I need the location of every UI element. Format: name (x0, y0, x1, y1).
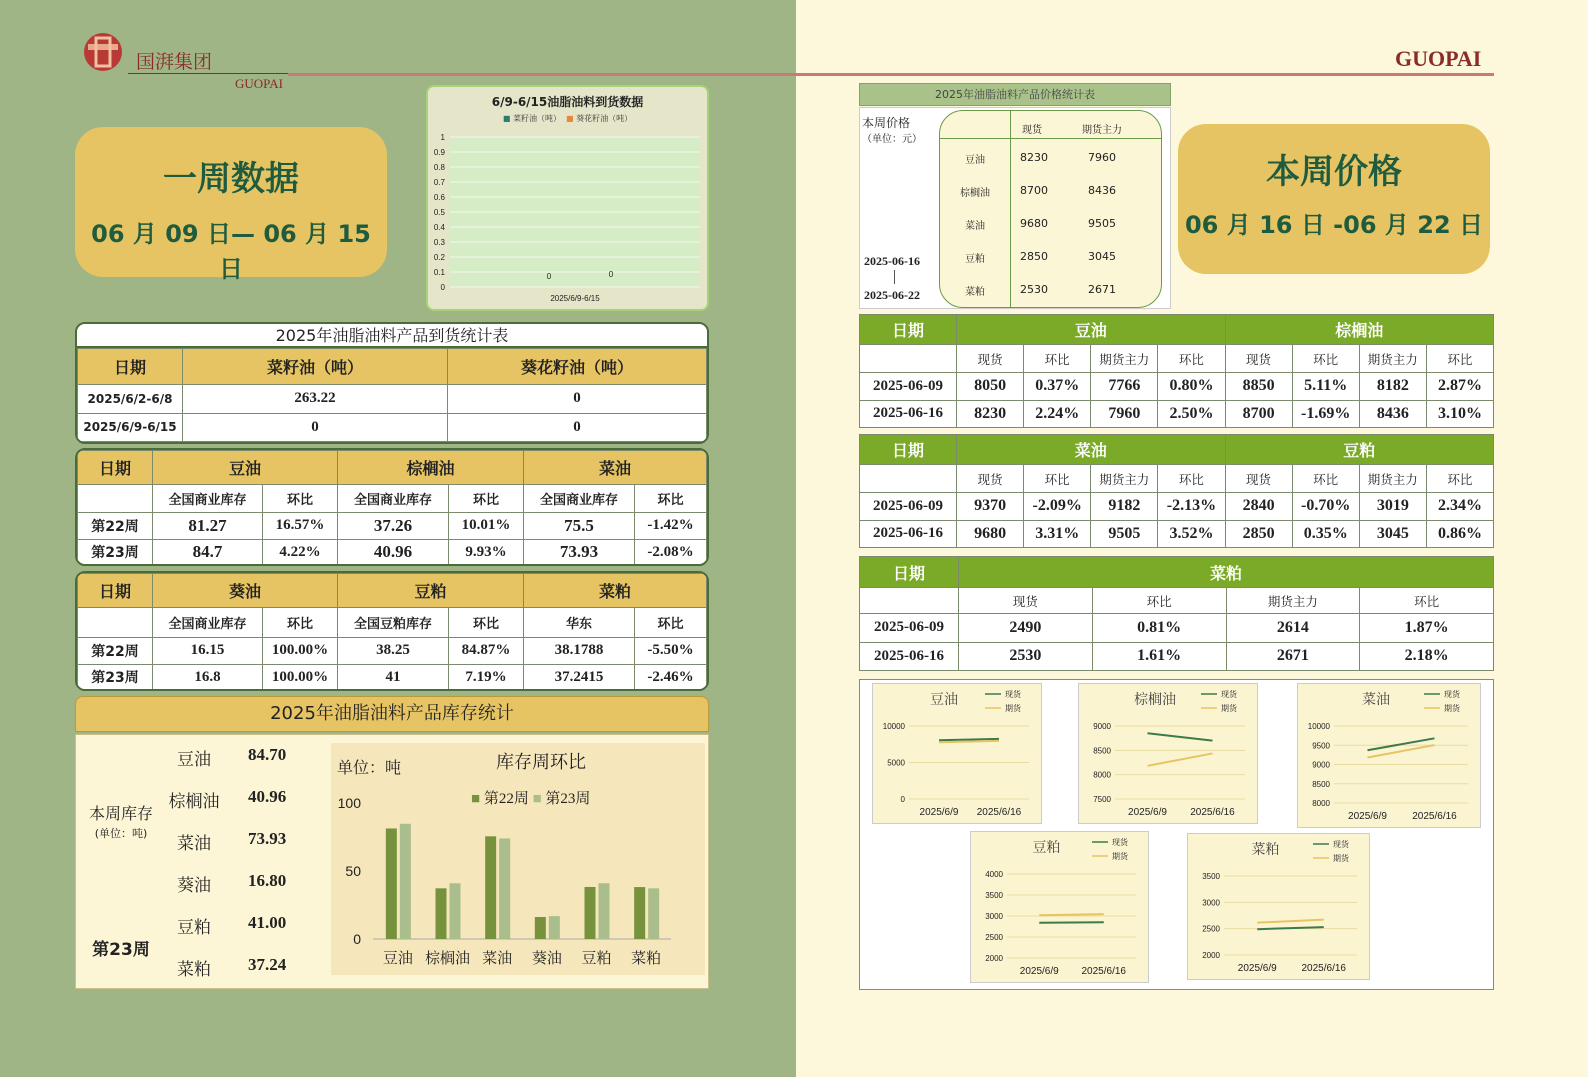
ps-head-fut: 期货主力 (1082, 125, 1122, 136)
inventory-item-name: 菜粕 (177, 960, 211, 979)
bar (634, 887, 645, 939)
th-sunflower: 葵花籽油（吨） (448, 349, 707, 385)
price-card-title: 本周价格 (1266, 152, 1402, 192)
y-tick-label: 9000 (1312, 760, 1330, 770)
table-row: 2025-06-16 9680 3.31% 9505 3.52% 2850 0.35% 3045 0.86% (860, 520, 1494, 548)
line-chart-palmoil (1078, 683, 1258, 824)
inventory-item-name: 葵油 (177, 876, 211, 895)
inventory-item-value: 73.93 (248, 829, 287, 848)
table-row: 第22周 81.27 16.57% 37.26 10.01% 75.5 -1.42% (78, 513, 707, 540)
inv-chart-title: 库存周环比 (496, 752, 586, 772)
inventory-item (164, 829, 314, 859)
week-card-range: 06 月 09 日— 06 月 15 日 (91, 220, 371, 283)
series-line (1148, 733, 1213, 740)
stock-table-2: 日期 葵油 豆粕 菜粕 全国商业库存 环比 全国豆粕库存 环比 华东 环比 第22周 16.15 100.00% 38.25 84.87% 38.1788 -5.50% 第23周 16.8 100.00% 41 7.19% 37.2415 -2.46% (75, 571, 709, 691)
price-card-range: 06 月 16 日 -06 月 22 日 (1184, 211, 1484, 239)
legend-label: 现货 (1333, 840, 1349, 849)
price-stat-grid (939, 110, 1162, 308)
y-tick-label: 2500 (1202, 924, 1220, 934)
brand-logo (82, 32, 124, 72)
price-table-2: 日期 菜油 豆粕 现货 环比 期货主力 环比 现货 环比 期货主力 环比 2025-06-09 9370 -2.09% 9182 -2.13% 2840 -0.70% 3019 2.34% 2025-06-16 9680 3.31% 9505 3.52% 2850 0.35% 3045 0.86% (859, 434, 1494, 548)
line-chart-soyoil (872, 683, 1042, 824)
series-line (1257, 920, 1324, 923)
inventory-item (164, 871, 314, 901)
y-tick-label: 0.8 (433, 163, 445, 172)
stock-table-1: 日期 豆油 棕榈油 菜油 全国商业库存 环比 全国商业库存 环比 全国商业库存 环比 第22周 81.27 16.57% 37.26 10.01% 75.5 -1.42% 第23周 84.7 4.22% 40.96 9.93% 73.93 -2.08% (75, 448, 709, 566)
inv-chart-unit: 单位：吨 (337, 760, 402, 777)
inventory-item (164, 745, 314, 775)
y-tick-label: 100 (337, 795, 361, 811)
y-tick-label: 10000 (1307, 722, 1330, 731)
brand-en-small: GUOPAI (235, 76, 283, 91)
legend-label: 现货 (1005, 690, 1021, 699)
bar (585, 887, 596, 939)
y-tick-label: 0 (353, 931, 361, 947)
x-tick-label: 2025/6/16 (1301, 963, 1346, 974)
brand-name: 国湃集团 (136, 52, 213, 73)
price-stat-box (859, 107, 1171, 309)
date-connector (894, 270, 895, 284)
y-tick-label: 7500 (1093, 795, 1111, 804)
table-row: 棕榈油 8700 8436 (960, 184, 1116, 199)
x-tick-label: 2025/6/9 (1019, 966, 1059, 977)
y-tick-label: 9000 (1093, 722, 1111, 731)
x-tick-label: 2025/6/9 (1237, 963, 1277, 974)
bar (648, 888, 659, 939)
bar (485, 836, 496, 939)
inventory-item (164, 787, 314, 817)
th-date: 日期 (78, 349, 183, 385)
inventory-item-value: 37.24 (248, 955, 287, 974)
series-line (939, 741, 999, 742)
x-tick-label: 棕榈油 (424, 950, 471, 967)
arrival-chart-plot (428, 129, 708, 309)
table-row: 2025-06-09 8050 0.37% 7766 0.80% 8850 5.11% 8182 2.87% (860, 373, 1494, 401)
inventory-item-value: 40.96 (248, 787, 287, 806)
week-card-title: 一周数据 (163, 159, 299, 199)
y-tick-label: 0 (440, 283, 445, 292)
arrival-chart (426, 85, 709, 311)
table-row: 豆粕 2850 3045 (965, 250, 1116, 265)
series-line (1368, 738, 1435, 750)
inventory-panel (75, 734, 709, 989)
arrival-table (75, 322, 709, 444)
x-tick-label: 菜油 (482, 950, 513, 967)
inventory-item-name: 豆粕 (177, 918, 211, 937)
arrival-table-title: 2025年油脂油料产品到货统计表 (77, 324, 707, 348)
brand-en-right: GUOPAI (1395, 46, 1482, 71)
bar (450, 883, 461, 939)
x-tick-label: 2025/6/9-6/15 (550, 294, 600, 303)
x-tick-label: 豆油 (382, 950, 413, 967)
x-tick-label: 2025/6/9 (1128, 807, 1167, 818)
inventory-item-value: 41.00 (248, 913, 287, 932)
y-tick-label: 0.4 (433, 223, 445, 232)
legend-rapeseed: 菜籽油（吨） (512, 114, 561, 123)
x-tick-label: 豆粕 (581, 950, 612, 967)
series-line (1368, 745, 1435, 757)
table-row: 菜粕 2530 2671 (965, 283, 1116, 298)
inventory-label: 本周库存 (88, 804, 153, 823)
week-card (75, 127, 387, 283)
inventory-item (164, 955, 314, 985)
data-label: 0 (608, 270, 614, 279)
y-tick-label: 5000 (887, 758, 905, 768)
table-row: 2025/6/2-6/8 263.22 0 (78, 385, 707, 414)
inv-chart-legend: ■ 第22周 ■ 第23周 (471, 791, 591, 807)
y-tick-label: 0 (900, 795, 905, 804)
table-row: 2025-06-09 2490 0.81% 2614 1.87% (860, 614, 1494, 643)
inventory-title: 2025年油脂油料产品库存统计 (75, 696, 709, 732)
ps-head-spot: 现货 (1022, 125, 1042, 136)
x-tick-label: 2025/6/9 (919, 807, 959, 818)
legend-label: 期货 (1221, 704, 1237, 713)
chart-title: 棕榈油 (1134, 691, 1176, 707)
table-row: 2025-06-16 2530 1.61% 2671 2.18% (860, 642, 1494, 671)
th-rapeseed: 菜籽油（吨） (183, 349, 448, 385)
legend-label: 现货 (1112, 838, 1128, 847)
y-tick-label: 8500 (1312, 779, 1330, 789)
brand-underline (128, 73, 288, 74)
price-stat-date-from: 2025-06-16 (864, 254, 920, 268)
table-row: 2025/6/9-6/15 0 0 (78, 413, 707, 442)
series-line (1148, 753, 1213, 765)
inventory-item-name: 豆油 (177, 750, 211, 769)
chart-title: 豆粕 (1032, 839, 1061, 855)
data-label: 0 (546, 272, 552, 281)
bar (386, 828, 397, 939)
y-tick-label: 0.3 (433, 238, 445, 247)
price-stat-title: 2025年油脂油料产品价格统计表 (859, 83, 1171, 106)
price-stat-date-to: 2025-06-22 (864, 288, 920, 302)
y-tick-label: 0.2 (433, 253, 445, 262)
line-chart-rapeoil (1297, 683, 1481, 828)
x-tick-label: 2025/6/16 (1081, 966, 1126, 977)
y-tick-label: 2000 (1202, 951, 1220, 960)
inventory-item-name: 菜油 (177, 834, 211, 853)
y-tick-label: 8500 (1093, 746, 1111, 756)
price-table-3: 日期 菜粕 现货 环比 期货主力 环比 2025-06-09 2490 0.81% 2614 1.87% 2025-06-16 2530 1.61% 2671 2.18% (859, 556, 1494, 671)
y-tick-label: 1 (440, 133, 445, 142)
price-table-1: 日期 豆油 棕榈油 现货 环比 期货主力 环比 现货 环比 期货主力 环比 2025-06-09 8050 0.37% 7766 0.80% 8850 5.11% 8182 2.87% 2025-06-16 8230 2.24% 7960 2.50% 8700 -1.69% 8436 3.10% (859, 314, 1494, 428)
inventory-chart (331, 743, 705, 975)
x-tick-label: 2025/6/16 (1412, 811, 1457, 822)
y-tick-label: 4000 (985, 870, 1003, 879)
x-tick-label: 2025/6/16 (1190, 807, 1235, 818)
inv-chart-plot (331, 743, 705, 975)
inventory-item (164, 913, 314, 943)
legend-label: 期货 (1112, 852, 1128, 861)
y-tick-label: 2500 (985, 933, 1003, 942)
price-stat-unit: （单位：元） (862, 134, 922, 145)
table-row: 第23周 84.7 4.22% 40.96 9.93% 73.93 -2.08% (78, 539, 707, 566)
inventory-item-name: 棕榈油 (168, 792, 220, 811)
chart-title: 菜粕 (1251, 841, 1280, 857)
y-tick-label: 0.5 (433, 208, 445, 217)
y-tick-label: 50 (345, 863, 361, 879)
y-tick-label: 3000 (1202, 898, 1220, 908)
y-tick-label: 0.9 (433, 148, 445, 157)
table-row: 豆油 8230 7960 (965, 151, 1116, 166)
y-tick-label: 8000 (1312, 799, 1330, 808)
y-tick-label: 0.1 (433, 268, 445, 277)
inventory-item-value: 16.80 (248, 871, 287, 890)
chart-title: 菜油 (1362, 691, 1390, 707)
arrival-chart-legend: ■ 菜籽油（吨） ■ 葵花籽油（吨） (502, 114, 633, 123)
line-chart-soymeal (970, 831, 1149, 983)
line-chart-rapemeal (1187, 833, 1370, 980)
arrival-chart-title: 6/9-6/15油脂油料到货数据 (491, 95, 644, 109)
table-row: 第23周 16.8 100.00% 41 7.19% 37.2415 -2.46% (78, 664, 707, 691)
legend-label: 现货 (1444, 690, 1460, 699)
inventory-week: 第23周 (92, 940, 150, 960)
bar (436, 888, 447, 939)
table-row: 第22周 16.15 100.00% 38.25 84.87% 38.1788 -5.50% (78, 638, 707, 665)
inventory-item-value: 84.70 (248, 745, 287, 764)
table-row: 菜油 9680 9505 (965, 217, 1116, 232)
y-tick-label: 3000 (985, 912, 1003, 921)
bar (549, 916, 560, 939)
y-tick-label: 8000 (1093, 770, 1111, 780)
bar (599, 883, 610, 939)
price-card (1178, 124, 1490, 274)
chart-title: 豆油 (930, 691, 958, 707)
y-tick-label: 3500 (985, 891, 1003, 900)
table-row: 2025-06-09 9370 -2.09% 9182 -2.13% 2840 -0.70% 3019 2.34% (860, 493, 1494, 521)
series-line (939, 739, 999, 740)
y-tick-label: 3500 (1202, 872, 1220, 881)
header-divider (288, 73, 1494, 76)
bar (499, 838, 510, 939)
y-tick-label: 9500 (1312, 741, 1330, 751)
price-stat-label: 本周价格 (862, 116, 911, 130)
inventory-unit: (单位：吨) (94, 827, 148, 840)
inventory-list (164, 735, 314, 990)
bar (535, 917, 546, 939)
legend-label: 期货 (1005, 704, 1021, 713)
x-tick-label: 2025/6/9 (1348, 811, 1387, 822)
series-line (1039, 914, 1104, 915)
table-row: 2025-06-16 8230 2.24% 7960 2.50% 8700 -1.69% 8436 3.10% (860, 400, 1494, 428)
legend-sunflower: 葵花籽油（吨） (576, 114, 633, 123)
legend-label: 期货 (1444, 704, 1460, 713)
legend-label: 期货 (1333, 854, 1349, 863)
x-tick-label: 菜粕 (631, 950, 662, 967)
x-tick-label: 2025/6/16 (976, 807, 1022, 818)
y-tick-label: 2000 (985, 954, 1003, 963)
x-tick-label: 葵油 (531, 950, 562, 967)
y-tick-label: 0.6 (433, 193, 445, 202)
y-tick-label: 10000 (882, 722, 905, 731)
bar (400, 824, 411, 939)
y-tick-label: 0.7 (433, 178, 445, 187)
legend-label: 现货 (1221, 690, 1237, 699)
